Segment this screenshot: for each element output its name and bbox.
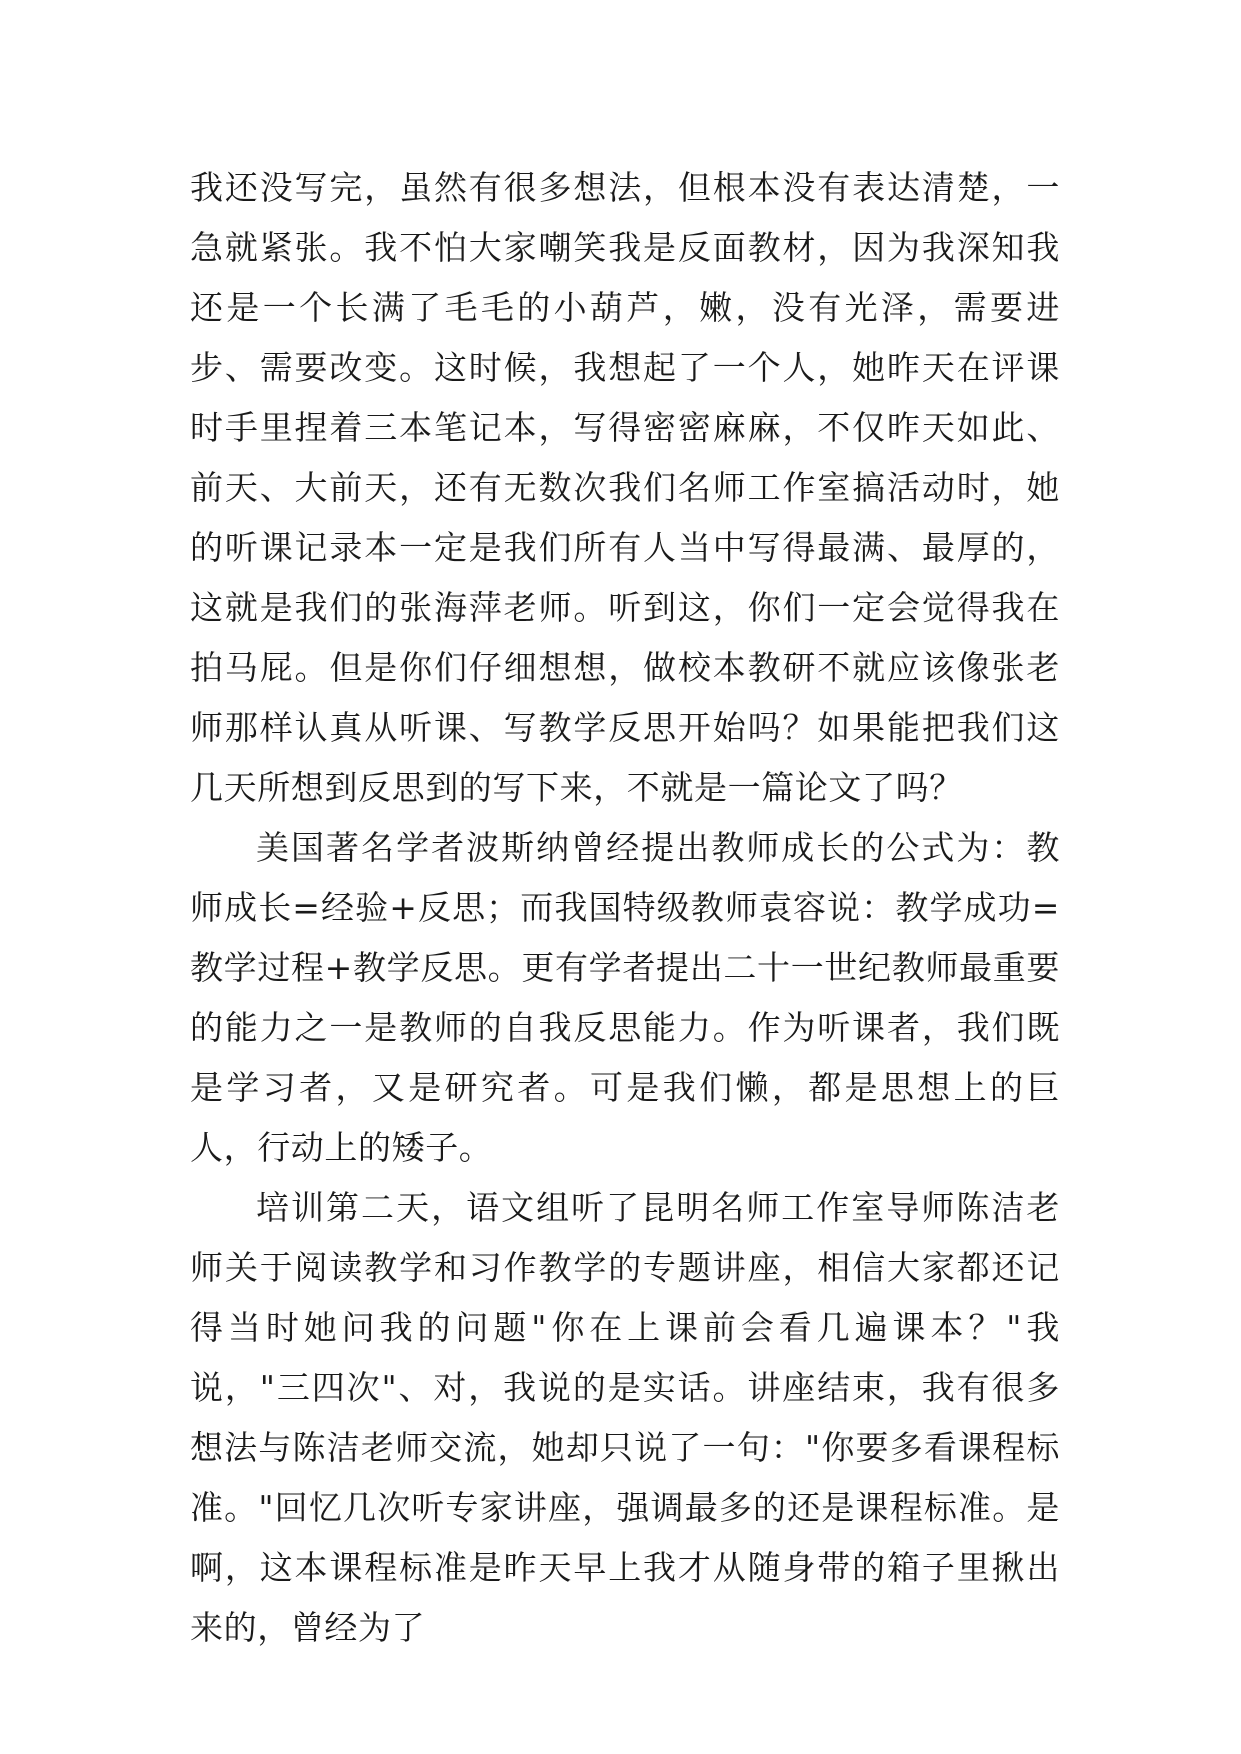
body-text [190,158,1060,1658]
paragraph-2: 美国著名学者波斯纳曾经提出教师成长的公式为：教师成长=经验+反思；而我国特级教师袁容说：教学成功=教学过程+教学反思。更有学者提出二十一世纪教师最重要的能力之一是教师的自我反思能力。作为听课者，我们既是学习者，又是研究者。可是我们懒，都是思想上的巨人，行动上的矮子。 [190,828,1060,1167]
paragraph-1: 我还没写完，虽然有很多想法，但根本没有表达清楚，一急就紧张。我不怕大家嘲笑我是反面教材，因为我深知我还是一个长满了毛毛的小葫芦，嫩，没有光泽，需要进步、需要改变。这时候，我想起了一个人，她昨天在评课时手里捏着三本笔记本，写得密密麻麻，不仅昨天如此、前天、大前天，还有无数次我们名师工作室搞活动时，她的听课记录本一定是我们所有人当中写得最满、最厚的，这就是我们的张海萍老师。听到这，你们一定会觉得我在拍马屁。但是你们仔细想想，做校本教研不就应该像张老师那样认真从听课、写教学反思开始吗？如果能把我们这几天所想到反思到的写下来，不就是一篇论文了吗？ [190,168,1060,807]
paragraph-3: 培训第二天，语文组听了昆明名师工作室导师陈洁老师关于阅读教学和习作教学的专题讲座，相信大家都还记得当时她问我的问题"你在上课前会看几遍课本？"我说，"三四次"、对，我说的是实话。讲座结束，我有很多想法与陈洁老师交流，她却只说了一句："你要多看课程标准。"回忆几次听专家讲座，强调最多的还是课程标准。是啊，这本课程标准是昨天早上我才从随身带的箱子里揪出来的，曾经为了 [190,1188,1060,1647]
